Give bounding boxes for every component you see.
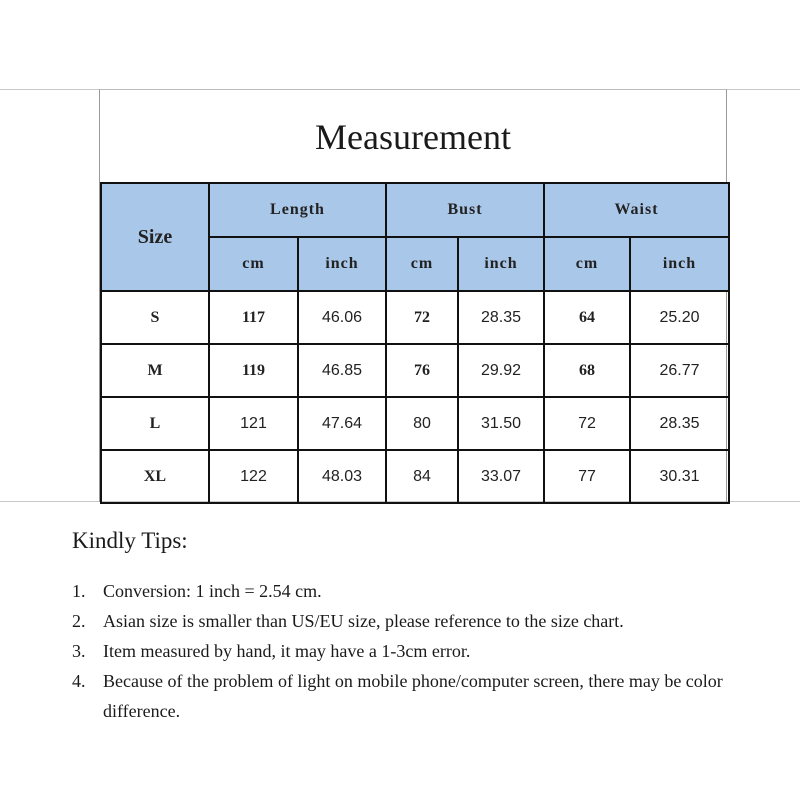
table-cell: 28.35 — [630, 397, 729, 450]
unit-header: inch — [630, 237, 729, 291]
size-cell: M — [101, 344, 209, 397]
measurement-sheet — [99, 89, 727, 502]
length-header: Length — [209, 183, 386, 237]
list-item — [72, 606, 772, 636]
table-cell: 46.85 — [298, 344, 386, 397]
table-cell: 26.77 — [630, 344, 729, 397]
table-cell: 25.20 — [630, 291, 729, 344]
table-cell: 84 — [386, 450, 458, 503]
table-cell: 121 — [209, 397, 298, 450]
tip-number: 4. — [72, 671, 86, 691]
table-cell: 33.07 — [458, 450, 544, 503]
table-cell: 31.50 — [458, 397, 544, 450]
table-cell: 117 — [209, 291, 298, 344]
waist-header: Waist — [544, 183, 729, 237]
table-cell: 80 — [386, 397, 458, 450]
table-cell: 68 — [544, 344, 630, 397]
table-cell: 64 — [544, 291, 630, 344]
unit-header: cm — [209, 237, 298, 291]
unit-header: inch — [298, 237, 386, 291]
tip-number: 2. — [72, 611, 86, 631]
list-item — [72, 666, 772, 726]
table-cell: 119 — [209, 344, 298, 397]
list-item — [72, 636, 772, 666]
size-cell: XL — [101, 450, 209, 503]
table-cell: 76 — [386, 344, 458, 397]
bust-header: Bust — [386, 183, 544, 237]
tip-number: 3. — [72, 641, 86, 661]
unit-header: inch — [458, 237, 544, 291]
list-item — [72, 576, 772, 606]
size-cell: S — [101, 291, 209, 344]
table-cell: 72 — [386, 291, 458, 344]
table-row — [101, 344, 729, 397]
table-cell: 72 — [544, 397, 630, 450]
tips-list — [72, 576, 772, 726]
table-row — [101, 397, 729, 450]
table-cell: 122 — [209, 450, 298, 503]
table-header-row — [101, 183, 729, 237]
tip-text: Because of the problem of light on mobile phone/computer screen, there may be color difference. — [103, 671, 723, 721]
tip-text: Conversion: 1 inch = 2.54 cm. — [103, 581, 322, 601]
table-cell: 77 — [544, 450, 630, 503]
table-row — [101, 450, 729, 503]
size-chart-table — [100, 182, 730, 504]
tip-text: Asian size is smaller than US/EU size, please reference to the size chart. — [103, 611, 624, 631]
tip-text: Item measured by hand, it may have a 1-3cm error. — [103, 641, 471, 661]
table-row — [101, 291, 729, 344]
unit-header: cm — [544, 237, 630, 291]
table-cell: 48.03 — [298, 450, 386, 503]
size-cell: L — [101, 397, 209, 450]
table-cell: 28.35 — [458, 291, 544, 344]
table-cell: 46.06 — [298, 291, 386, 344]
kindly-tips — [72, 528, 772, 726]
size-column-header: Size — [101, 183, 209, 291]
unit-header: cm — [386, 237, 458, 291]
table-cell: 47.64 — [298, 397, 386, 450]
page-title: Measurement — [315, 116, 511, 157]
table-cell: 29.92 — [458, 344, 544, 397]
tip-number: 1. — [72, 581, 86, 601]
table-cell: 30.31 — [630, 450, 729, 503]
tips-heading: Kindly Tips: — [72, 528, 188, 553]
